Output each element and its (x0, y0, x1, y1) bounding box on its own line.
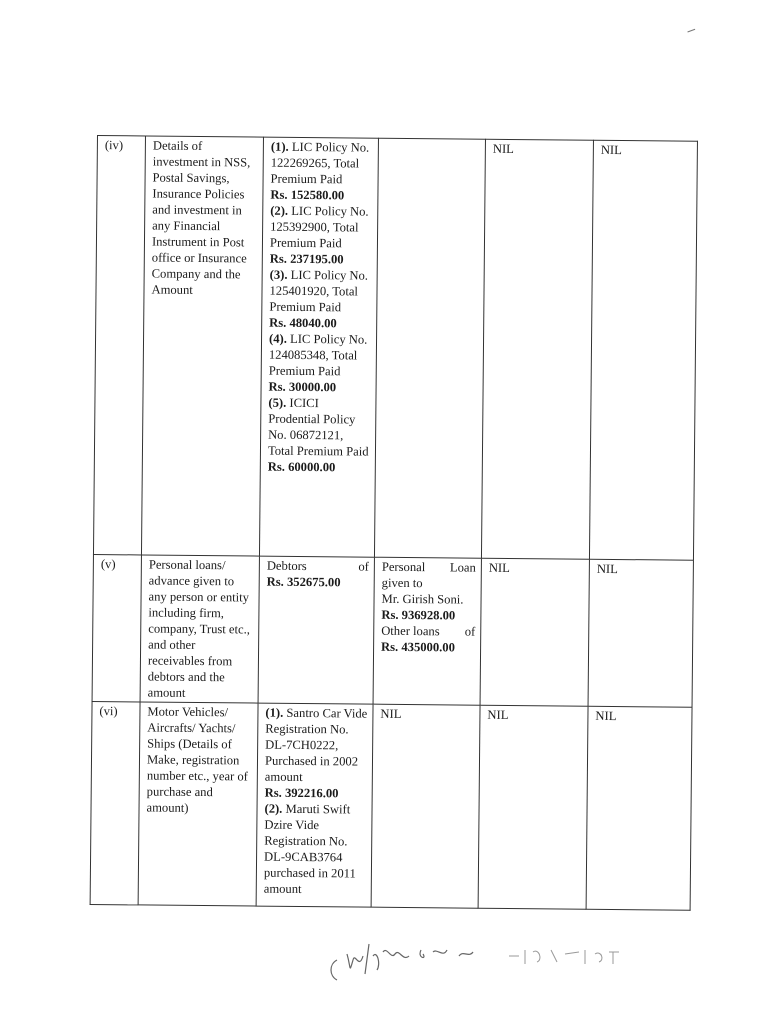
list-item (265, 705, 368, 802)
spouse-cell: NIL (371, 704, 480, 908)
item-amount: Rs. 30000.00 (268, 379, 337, 395)
loan-recipient: Mr. Girish Soni. (381, 591, 464, 607)
other-loans-line (381, 623, 475, 640)
row-description: Personal loans/ advance given to any person or entity including firm, company, Trust etc., and other receivables from debtors and the amount (140, 555, 259, 703)
loan-word1: Personal (381, 559, 426, 575)
item-label: (1). (265, 705, 284, 720)
other-loans-label: Other loans (381, 623, 440, 639)
item-amount: Rs. 152580.00 (270, 187, 345, 203)
list-item (264, 801, 367, 898)
item-text: LIC Policy No. 125401920, Total Premium Paid (269, 267, 369, 315)
stamp-mark (505, 940, 625, 970)
item-text: LIC Policy No. 122269265, Total Premium Paid (270, 139, 370, 187)
list-item (268, 395, 371, 476)
debtors-line (267, 558, 369, 575)
item-text: LIC Policy No. 124085348, Total Premium Paid (268, 331, 368, 379)
debtors-amount: Rs. 352675.00 (266, 574, 341, 590)
self-vehicles (256, 703, 373, 907)
row-description: Details of investment in NSS, Postal Savings, Insurance Policies and investment in any Financial Instrument in Post office or Insurance Company and the Amount (141, 136, 263, 556)
list-item (269, 267, 372, 332)
spouse-loans (373, 557, 481, 705)
item-label: (2). (270, 203, 289, 218)
table-row (93, 136, 697, 561)
list-item (270, 203, 373, 268)
dependent1-cell: NIL (478, 705, 588, 909)
loan-given: given to (381, 575, 423, 591)
table-row (92, 554, 693, 707)
item-text: Maruti Swift Dzire Vide Registration No. DL-9CAB3764 purchased in 2011 amount (263, 801, 356, 896)
loan-amount: Rs. 936928.00 (381, 607, 456, 623)
item-label: (5). (268, 395, 287, 410)
item-amount: Rs. 48040.00 (269, 315, 337, 331)
list-item (269, 331, 372, 396)
row-number: (vi) (90, 701, 140, 904)
signature (325, 930, 485, 985)
item-label: (1). (270, 139, 289, 154)
self-investments (259, 137, 378, 557)
dependent2-cell: NIL (588, 559, 693, 707)
debtors-of: of (358, 559, 369, 574)
loan-word2: Loan (449, 560, 476, 575)
corner-mark (687, 29, 696, 36)
item-label: (3). (269, 267, 288, 282)
item-amount: Rs. 392216.00 (264, 785, 339, 801)
item-text: ICICI Prodential Policy No. 06872121, Total Premium Paid (267, 395, 369, 459)
asset-table (90, 135, 698, 911)
row-number: (iv) (93, 136, 145, 555)
table-row (90, 701, 692, 910)
item-text: LIC Policy No. 125392900, Total Premium Paid (269, 203, 369, 251)
item-amount: Rs. 237195.00 (269, 251, 344, 267)
spouse-cell (374, 138, 485, 558)
debtors-label: Debtors (266, 558, 307, 574)
dependent2-cell: NIL (586, 706, 692, 910)
dependent1-cell: NIL (481, 139, 593, 559)
other-loans-amount: Rs. 435000.00 (381, 639, 455, 655)
loan-line (382, 559, 476, 576)
item-label: (4). (268, 331, 287, 346)
row-number: (v) (92, 554, 141, 701)
dependent2-cell: NIL (589, 140, 697, 560)
row-description: Motor Vehicles/ Aircrafts/ Yachts/ Ships (Details of Make, registration number etc., year of purchase and amount) (138, 702, 258, 906)
list-item (270, 139, 373, 204)
self-loans (258, 556, 374, 704)
item-amount: Rs. 60000.00 (267, 459, 336, 475)
dependent1-cell: NIL (480, 558, 589, 706)
other-loans-of: of (464, 624, 476, 639)
item-text: Santro Car Vide Registration No. DL-7CH0222, Purchased in 2002 amount (264, 705, 368, 785)
item-label: (2). (264, 801, 283, 816)
